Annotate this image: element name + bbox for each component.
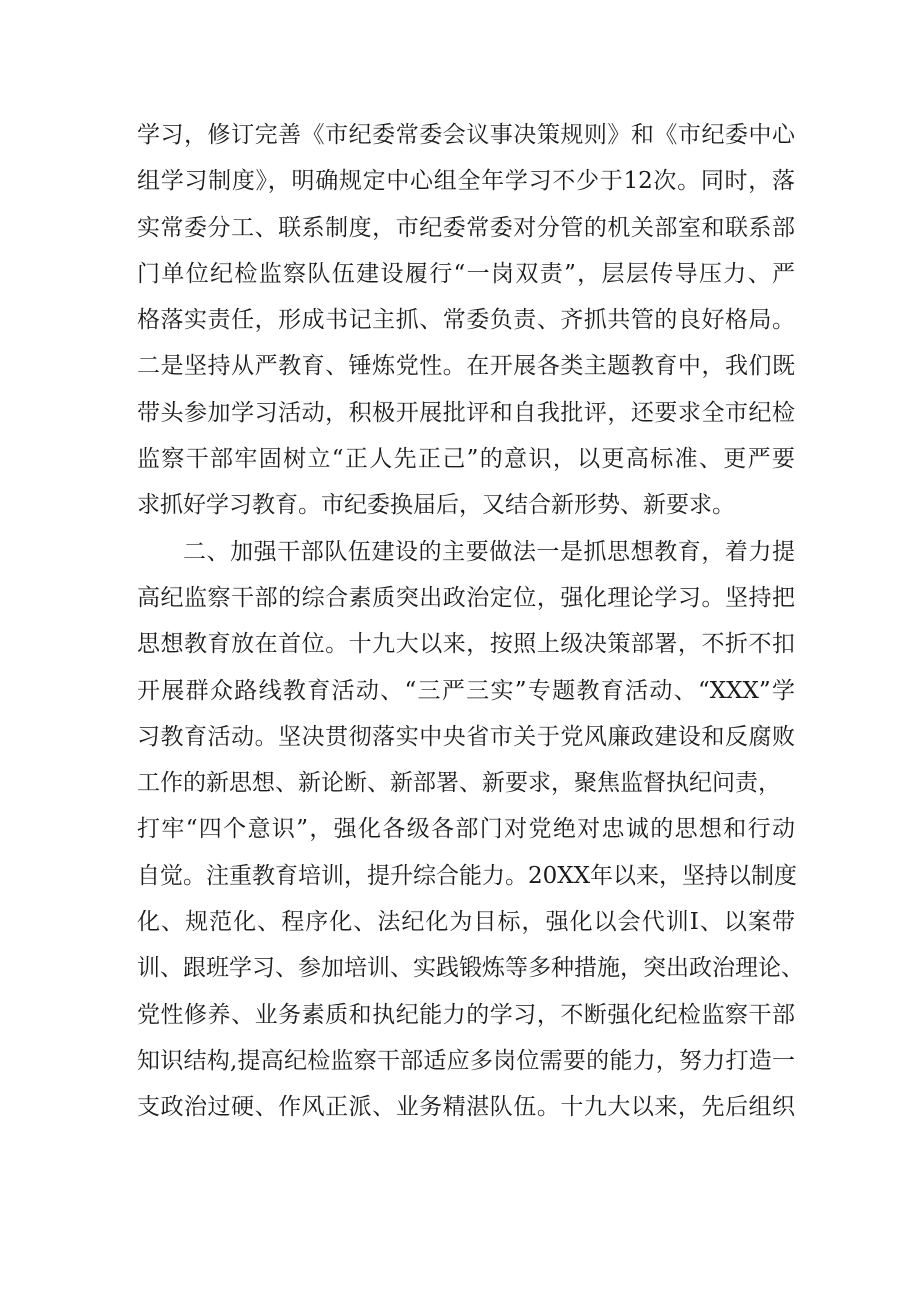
text-line: 学习，修订完善《市纪委常委会议事决策规则》和《市纪委中心 (137, 122, 795, 148)
text-line: 化、规范化、程序化、法纪化为目标，强化以会代训I、以案带 (137, 909, 795, 936)
text-line: 支政治过硬、作风正派、业务精湛队伍。十九大以来，先后组织 (137, 1094, 795, 1121)
text-line: 习教育活动。坚决贯彻落实中央省市关于党风廉政建设和反腐败 (137, 723, 795, 750)
text-line: 门单位纪检监察队伍建设履行“一岗双责”，层层传导压力、严 (137, 260, 795, 287)
text-line: 实常委分工、联系制度，市纪委常委对分管的机关部室和联系部 (137, 214, 795, 241)
text-line: 组学习制度》，明确规定中心组全年学习不少于12次。同时，落 (137, 168, 795, 195)
text-line: 求抓好学习教育。市纪委换届后，又结合新形势、新要求。 (137, 492, 735, 519)
text-line: 知识结构,提高纪检监察干部适应多岗位需要的能力，努力打造一 (137, 1047, 795, 1074)
text-line: 党性修养、业务素质和执纪能力的学习，不断强化纪检监察干部 (137, 1001, 795, 1028)
text-line: 开展群众路线教育活动、“三严三实”专题教育活动、“XXX”学 (137, 677, 795, 704)
text-line: 二、加强干部队伍建设的主要做法一是抓思想教育，着力提 (183, 538, 795, 565)
text-line: 监察干部牢固树立“正人先正己”的意识，以更高标准、更严要 (137, 446, 795, 473)
text-line: 工作的新思想、新论断、新部署、新要求，聚焦监督执纪问责， (137, 770, 781, 797)
text-line: 格落实责任，形成书记主抓、常委负责、齐抓共管的良好格局。 (137, 307, 795, 334)
text-line: 打牢“四个意识”，强化各级各部门对党绝对忠诚的思想和行动 (137, 816, 795, 843)
text-line: 带头参加学习活动，积极开展批评和自我批评，还要求全市纪检 (137, 399, 795, 426)
body-text (137, 112, 804, 1131)
text-line: 训、跟班学习、参加培训、实践锻炼等多种措施，突出政治理论、 (137, 955, 804, 982)
text-line: 二是坚持从严教育、锤炼党性。在开展各类主题教育中，我们既 (137, 353, 795, 380)
text-line: 自觉。注重教育培训，提升综合能力。20XX年以来，坚持以制度 (137, 862, 798, 889)
text-line: 思想教育放在首位。十九大以来，按照上级决策部署，不折不扣 (137, 631, 795, 658)
text-line: 高纪监察干部的综合素质突出政治定位，强化理论学习。坚持把 (137, 584, 795, 611)
